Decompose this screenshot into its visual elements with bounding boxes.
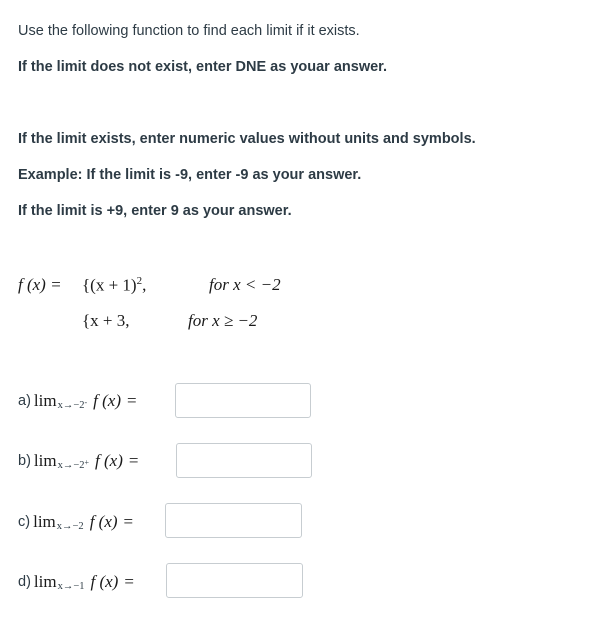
piece-2-expression: {x + 3,	[82, 311, 130, 330]
lim-subscript: x→−2	[56, 520, 84, 532]
function-piece-1	[82, 275, 146, 296]
question-c	[18, 512, 133, 532]
function-expression: f (x)	[95, 451, 123, 470]
answer-input-b[interactable]	[176, 443, 312, 478]
equals-sign: =	[128, 451, 139, 470]
question-label: d)	[18, 574, 31, 590]
piece-1-exponent: 2	[136, 275, 143, 287]
question-label: c)	[18, 514, 31, 530]
lim-subscript: x→−1	[57, 580, 85, 592]
answer-input-d[interactable]	[166, 563, 303, 598]
function-expression: f (x)	[93, 391, 122, 410]
instruction-line-4: Example: If the limit is -9, enter -9 as your answer.	[18, 167, 362, 183]
function-lhs: f (x) =	[18, 275, 62, 294]
lim-operator: lim	[33, 572, 57, 591]
piece-1-condition: for x < −2	[209, 275, 281, 294]
function-expression: f (x)	[90, 572, 119, 591]
lim-subscript: x→−2+	[57, 457, 90, 471]
question-a	[18, 391, 137, 411]
instruction-line-1: Use the following function to find each limit if it exists.	[18, 23, 360, 39]
lim-operator: lim	[33, 391, 57, 410]
piece-1-expression: {(x + 1)	[82, 275, 137, 295]
answer-input-a[interactable]	[175, 383, 311, 418]
instruction-line-3: If the limit exists, enter numeric values without units and symbols.	[18, 131, 476, 147]
question-d	[18, 572, 134, 592]
lim-subscript: x→−2-	[57, 397, 88, 411]
instruction-line-5: If the limit is +9, enter 9 as your answer.	[18, 203, 292, 219]
instruction-line-2: If the limit does not exist, enter DNE as youar answer.	[18, 59, 388, 75]
function-expression: f (x)	[89, 512, 118, 531]
piece-2-condition: for x ≥ −2	[188, 311, 258, 330]
answer-input-c[interactable]	[165, 503, 302, 538]
lim-operator: lim	[33, 512, 56, 531]
question-b	[18, 451, 138, 471]
lim-operator: lim	[33, 451, 57, 470]
question-label: b)	[18, 453, 31, 469]
equals-sign: =	[123, 512, 134, 531]
piece-1-comma: ,	[142, 275, 147, 295]
question-label: a)	[18, 393, 31, 409]
equals-sign: =	[127, 391, 137, 410]
equals-sign: =	[124, 572, 134, 591]
